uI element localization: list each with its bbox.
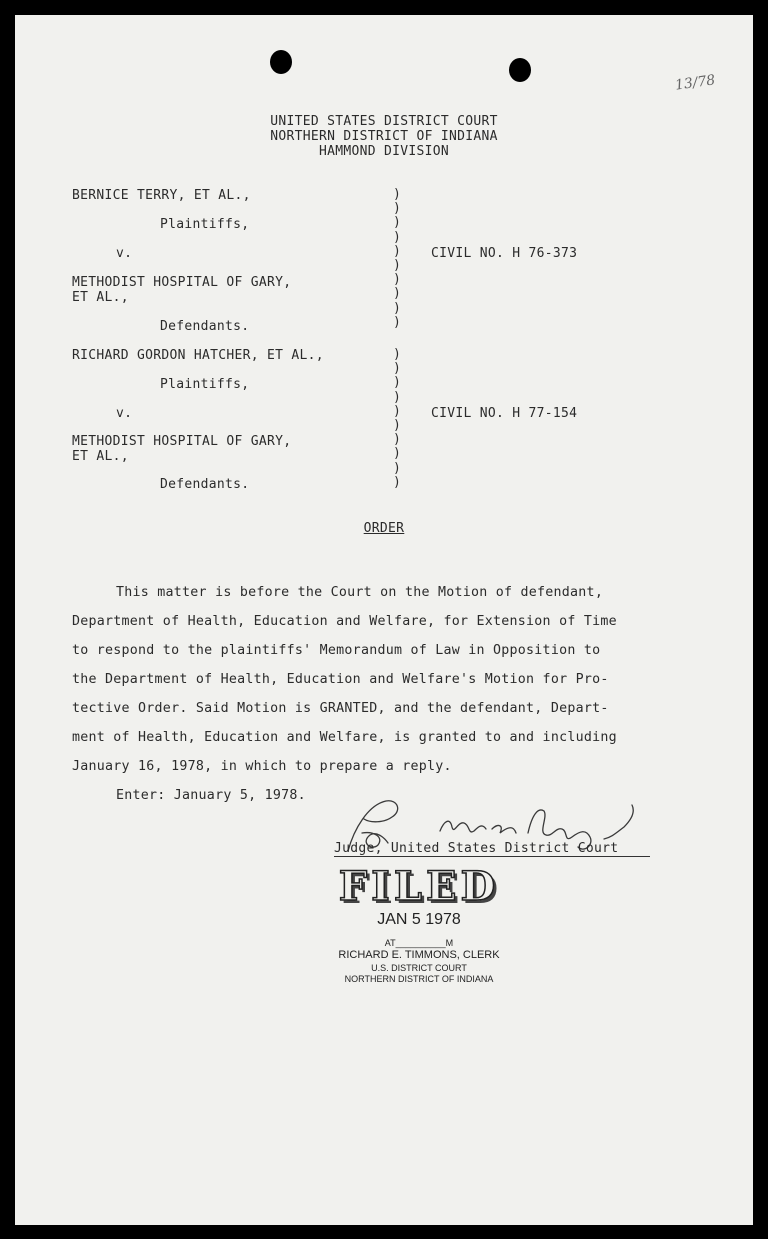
- document-page: [15, 15, 753, 1225]
- case2-versus: v.: [116, 406, 133, 421]
- order-title: ORDER: [363, 521, 405, 536]
- filed-at-line: AT__________M: [384, 938, 454, 948]
- punch-hole: [509, 58, 531, 82]
- body-line: ment of Health, Education and Welfare, is granted to and including: [72, 730, 617, 745]
- court-district: NORTHERN DISTRICT OF INDIANA: [270, 129, 498, 144]
- body-line: January 16, 1978, in which to prepare a reply.: [72, 759, 452, 774]
- stamp-court: U.S. DISTRICT COURT: [371, 963, 467, 973]
- case1-civil-number: CIVIL NO. H 76-373: [431, 246, 578, 261]
- case2-plaintiff: RICHARD GORDON HATCHER, ET AL.,: [72, 348, 324, 363]
- case2-plaintiff-role: Plaintiffs,: [160, 377, 250, 392]
- case2-bracket: ) ) ) ) ) ) ) ) ) ): [393, 347, 401, 490]
- case1-versus: v.: [116, 246, 133, 261]
- body-line: Department of Health, Education and Welfare, for Extension of Time: [72, 614, 617, 629]
- court-name: UNITED STATES DISTRICT COURT: [270, 114, 498, 129]
- case2-defendant-role: Defendants.: [160, 477, 250, 492]
- body-line: tective Order. Said Motion is GRANTED, and the defendant, Depart-: [72, 701, 609, 716]
- clerk-name: RICHARD E. TIMMONS, CLERK: [338, 949, 500, 961]
- signature-caption: Judge, United States District Court: [334, 841, 619, 856]
- order-body: [72, 578, 672, 810]
- stamp-district: NORTHERN DISTRICT OF INDIANA: [344, 974, 494, 984]
- case1-plaintiff: BERNICE TERRY, ET AL.,: [72, 188, 251, 203]
- body-line: This matter is before the Court on the Motion of defendant,: [116, 585, 604, 600]
- filed-date: JAN 5 1978: [377, 911, 461, 928]
- punch-hole: [270, 50, 292, 74]
- case1-bracket: ) ) ) ) ) ) ) ) ) ): [393, 187, 401, 330]
- filed-stamp: FILED: [338, 863, 500, 910]
- case2-defendant-line1: METHODIST HOSPITAL OF GARY,: [72, 434, 292, 449]
- court-division: HAMMOND DIVISION: [318, 144, 450, 159]
- case2-defendant-line2: ET AL.,: [72, 449, 129, 464]
- case1-defendant-role: Defendants.: [160, 319, 250, 334]
- body-line: the Department of Health, Education and Welfare's Motion for Pro-: [72, 672, 609, 687]
- case1-defendant-line1: METHODIST HOSPITAL OF GARY,: [72, 275, 292, 290]
- case1-defendant-line2: ET AL.,: [72, 290, 129, 305]
- body-line: to respond to the plaintiffs' Memorandum of Law in Opposition to: [72, 643, 601, 658]
- case2-civil-number: CIVIL NO. H 77-154: [431, 406, 578, 421]
- signature-line: [334, 856, 650, 857]
- case1-plaintiff-role: Plaintiffs,: [160, 217, 250, 232]
- margin-handwritten-mark: 13/78: [674, 72, 717, 94]
- enter-line: Enter: January 5, 1978.: [116, 788, 306, 803]
